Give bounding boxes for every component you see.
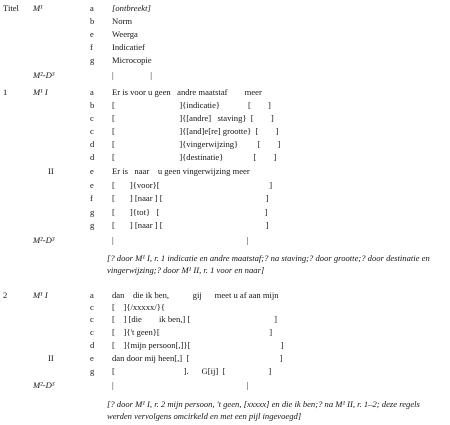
variant-text: | | (112, 235, 249, 245)
variant-siglum: g (90, 220, 95, 230)
variant-siglum: e (90, 166, 94, 176)
variant-text: | | (112, 380, 249, 390)
manuscript-siglum: M¹ (33, 3, 43, 13)
variant-siglum: c (90, 302, 94, 312)
variant-text: Indicatief (112, 42, 145, 52)
variant-text: Microcopie (112, 55, 152, 65)
variant-siglum: b (90, 16, 95, 26)
variant-text: | | (112, 70, 152, 80)
variant-siglum: d (90, 340, 95, 350)
variant-text: [ ]{vingerwijzing} [ ] (112, 139, 281, 149)
variant-text: [ ] [die ik ben,] [ ] (112, 314, 277, 324)
variant-text: [ ]{'t geen}[ ] (112, 327, 273, 337)
variant-text: Weerga (112, 29, 138, 39)
variant-siglum: e (90, 180, 94, 190)
manuscript-siglum: M²-D³ (33, 235, 55, 245)
variant-text: [ ]{indicatie} [ ] (112, 100, 271, 110)
variant-siglum: c (90, 314, 94, 324)
variant-siglum: c (90, 327, 94, 337)
variant-siglum: b (90, 100, 95, 110)
variant-text: [ ]{/xxxxx/}{ (112, 302, 165, 312)
variant-text: [ ]{voor}[ ] (112, 180, 273, 190)
section-label-title: Titel (3, 3, 19, 13)
variant-siglum: g (90, 55, 95, 65)
line-number: 2 (3, 290, 8, 300)
manuscript-part: II (48, 166, 54, 176)
variant-text: Er is voor u geen andre maatstaf meer (112, 87, 262, 97)
variant-text: [ ]{mijn persoon[,]}[ ] (112, 340, 284, 350)
manuscript-siglum: M²-D³ (33, 380, 55, 390)
editorial-note: [? door M¹ I, r. 1 indicatie en andre maatstaf;? na staving;? door grootte;? door destinatie en vingerwijzing;? door M¹ II, r. 1 voor en naar] (107, 253, 430, 275)
variant-siglum: a (90, 87, 94, 97)
variant-siglum: d (90, 139, 95, 149)
variant-text: [ ]{[and]e[re] grootte} [ ] (112, 126, 279, 136)
variant-siglum: a (90, 290, 94, 300)
variant-siglum: c (90, 126, 94, 136)
line-number: 1 (3, 87, 8, 97)
editorial-note: [? door M¹ I, r. 2 mijn persoon, 't geen, [xxxxx] en die ik ben;? na M¹ II, r. 1–2; deze regels werden vervolgens omcirkeld en met een pijl ingevoegd] (107, 399, 420, 421)
variant-siglum: f (90, 42, 93, 52)
variant-text: Norm (112, 16, 133, 26)
variant-siglum: c (90, 113, 94, 123)
variant-siglum: a (90, 3, 94, 13)
variant-text: dan die ik ben, gij meet u af aan mijn (112, 290, 279, 300)
variant-text: dan door mij heen[,] [ ] (112, 353, 283, 363)
manuscript-part: II (48, 353, 54, 363)
variant-siglum: g (90, 207, 95, 217)
variant-siglum: f (90, 193, 93, 203)
variant-siglum: d (90, 152, 95, 162)
variant-text: [ ] [naar ] [ ] (112, 193, 269, 203)
variant-text: [ ]{tot} [ ] (112, 207, 268, 217)
variant-text: [ ]. G[ij] [ ] (112, 366, 272, 376)
variant-text: Er is naar u geen vingerwijzing meer (112, 166, 250, 176)
variant-siglum: g (90, 366, 95, 376)
variant-text: [ontbreekt] (112, 3, 151, 13)
variant-siglum: e (90, 353, 94, 363)
manuscript-siglum: M¹ I (33, 290, 48, 300)
variant-text: [ ]{destinatie} [ ] (112, 152, 277, 162)
manuscript-siglum: M²-D³ (33, 70, 55, 80)
variant-siglum: e (90, 29, 94, 39)
variant-text: [ ]{[andre] staving} [ ] (112, 113, 274, 123)
manuscript-siglum: M¹ I (33, 87, 48, 97)
variant-text: [ ] [naar ] [ ] (112, 220, 269, 230)
